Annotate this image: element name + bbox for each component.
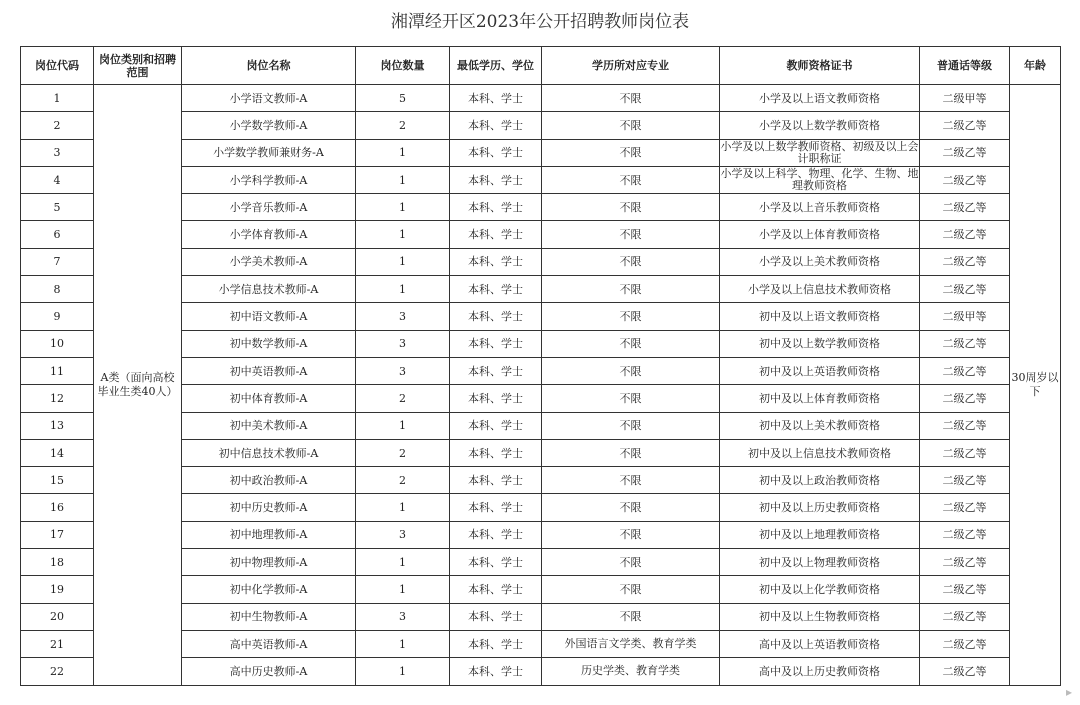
header-age: 年龄	[1010, 47, 1061, 85]
cell-edu: 本科、学士	[450, 112, 542, 139]
cell-major: 不限	[542, 357, 720, 384]
cell-cert: 初中及以上语文教师资格	[720, 303, 920, 330]
cell-edu: 本科、学士	[450, 357, 542, 384]
cell-mandarin: 二级乙等	[920, 385, 1010, 412]
cell-count: 1	[356, 194, 450, 221]
cell-code: 2	[21, 112, 94, 139]
cell-count: 1	[356, 221, 450, 248]
cell-age: 30周岁以下	[1010, 85, 1061, 686]
cell-mandarin: 二级乙等	[920, 630, 1010, 657]
cell-cert: 初中及以上政治教师资格	[720, 467, 920, 494]
cell-major: 不限	[542, 330, 720, 357]
cell-major: 不限	[542, 603, 720, 630]
cell-cert: 小学及以上科学、物理、化学、生物、地理教师资格	[720, 167, 919, 193]
cell-mandarin: 二级乙等	[920, 221, 1010, 248]
cell-code: 3	[21, 139, 94, 166]
cell-edu: 本科、学士	[450, 276, 542, 303]
cell-mandarin: 二级乙等	[920, 357, 1010, 384]
cell-mandarin: 二级乙等	[920, 603, 1010, 630]
cell-code: 16	[21, 494, 94, 521]
cell-cert: 小学及以上数学教师资格、初级及以上会计职称证	[720, 139, 919, 165]
cell-mandarin: 二级乙等	[920, 494, 1010, 521]
cell-count: 1	[356, 166, 450, 193]
cell-edu: 本科、学士	[450, 248, 542, 275]
cell-cert: 初中及以上数学教师资格	[720, 330, 920, 357]
cell-major: 不限	[542, 139, 720, 166]
cell-major: 不限	[542, 248, 720, 275]
cell-cert: 小学及以上信息技术教师资格	[720, 276, 920, 303]
cell-cert: 初中及以上物理教师资格	[720, 549, 920, 576]
cell-count: 1	[356, 248, 450, 275]
cell-category: A类（面向高校毕业生类40人）	[94, 85, 182, 686]
cell-mandarin: 二级乙等	[920, 248, 1010, 275]
cell-cert: 初中及以上体育教师资格	[720, 385, 920, 412]
cell-code: 7	[21, 248, 94, 275]
table-row	[21, 85, 1061, 112]
cell-cert: 初中及以上化学教师资格	[720, 576, 920, 603]
cell-mandarin: 二级乙等	[920, 412, 1010, 439]
cell-count: 3	[356, 330, 450, 357]
cell-name: 初中美术教师-A	[182, 412, 356, 439]
cell-count: 1	[356, 139, 450, 166]
cell-name: 小学科学教师-A	[182, 166, 356, 193]
header-major: 学历所对应专业	[542, 47, 720, 85]
cell-count: 1	[356, 412, 450, 439]
cell-cert: 小学及以上音乐教师资格	[720, 194, 920, 221]
header-row	[21, 47, 1061, 85]
header-name: 岗位名称	[182, 47, 356, 85]
cell-count: 2	[356, 467, 450, 494]
cell-cert: 初中及以上英语教师资格	[720, 357, 920, 384]
cell-cert: 小学及以上语文教师资格	[720, 85, 920, 112]
header-count: 岗位数量	[356, 47, 450, 85]
page-title: 湘潭经开区2023年公开招聘教师岗位表	[390, 12, 690, 32]
cell-cert: 小学及以上体育教师资格	[720, 221, 920, 248]
cell-mandarin: 二级甲等	[920, 85, 1010, 112]
cell-mandarin: 二级乙等	[920, 521, 1010, 548]
cell-cert: 高中及以上英语教师资格	[720, 630, 920, 657]
cell-mandarin: 二级乙等	[920, 658, 1010, 685]
cell-edu: 本科、学士	[450, 521, 542, 548]
cell-mandarin: 二级乙等	[920, 276, 1010, 303]
cell-name: 初中地理教师-A	[182, 521, 356, 548]
cell-code: 12	[21, 385, 94, 412]
cell-name: 高中历史教师-A	[182, 658, 356, 685]
cell-edu: 本科、学士	[450, 139, 542, 166]
cell-major: 外国语言文学类、教育学类	[542, 630, 720, 657]
cell-edu: 本科、学士	[450, 412, 542, 439]
cell-edu: 本科、学士	[450, 630, 542, 657]
cell-code: 8	[21, 276, 94, 303]
cell-edu: 本科、学士	[450, 221, 542, 248]
cell-code: 4	[21, 166, 94, 193]
cell-code: 11	[21, 357, 94, 384]
cell-major: 不限	[542, 494, 720, 521]
cell-name: 初中物理教师-A	[182, 549, 356, 576]
cell-edu: 本科、学士	[450, 85, 542, 112]
cell-edu: 本科、学士	[450, 194, 542, 221]
cell-major: 历史学类、教育学类	[542, 658, 720, 685]
cell-major: 不限	[542, 385, 720, 412]
cell-cert: 初中及以上历史教师资格	[720, 494, 920, 521]
cell-count: 1	[356, 630, 450, 657]
cell-count: 2	[356, 439, 450, 466]
header-category: 岗位类别和招聘范围	[94, 47, 182, 85]
cell-major: 不限	[542, 194, 720, 221]
cell-edu: 本科、学士	[450, 166, 542, 193]
cell-edu: 本科、学士	[450, 303, 542, 330]
cell-count: 5	[356, 85, 450, 112]
cell-count: 3	[356, 521, 450, 548]
header-mandarin: 普通话等级	[920, 47, 1010, 85]
cell-mandarin: 二级乙等	[920, 439, 1010, 466]
cell-name: 小学数学教师兼财务-A	[182, 139, 356, 166]
cell-count: 2	[356, 112, 450, 139]
cell-major: 不限	[542, 412, 720, 439]
cell-name: 初中政治教师-A	[182, 467, 356, 494]
cell-count: 3	[356, 303, 450, 330]
cell-name: 初中语文教师-A	[182, 303, 356, 330]
cell-name: 小学语文教师-A	[182, 85, 356, 112]
cell-name: 小学信息技术教师-A	[182, 276, 356, 303]
cell-cert: 初中及以上生物教师资格	[720, 603, 920, 630]
cell-name: 初中历史教师-A	[182, 494, 356, 521]
cell-major: 不限	[542, 276, 720, 303]
cell-major: 不限	[542, 549, 720, 576]
cell-count: 3	[356, 603, 450, 630]
cell-edu: 本科、学士	[450, 494, 542, 521]
cell-mandarin: 二级乙等	[920, 194, 1010, 221]
cell-name: 初中生物教师-A	[182, 603, 356, 630]
cell-count: 1	[356, 494, 450, 521]
cell-major: 不限	[542, 467, 720, 494]
cell-code: 10	[21, 330, 94, 357]
cell-cert: 高中及以上历史教师资格	[720, 658, 920, 685]
cell-mandarin: 二级乙等	[920, 576, 1010, 603]
cell-count: 1	[356, 276, 450, 303]
cell-edu: 本科、学士	[450, 385, 542, 412]
cell-code: 15	[21, 467, 94, 494]
cell-name: 小学音乐教师-A	[182, 194, 356, 221]
cell-edu: 本科、学士	[450, 549, 542, 576]
cell-code: 1	[21, 85, 94, 112]
cell-major: 不限	[542, 85, 720, 112]
cell-edu: 本科、学士	[450, 603, 542, 630]
cell-mandarin: 二级乙等	[920, 139, 1010, 166]
cell-cert: 初中及以上地理教师资格	[720, 521, 920, 548]
cell-code: 18	[21, 549, 94, 576]
cell-major: 不限	[542, 576, 720, 603]
cell-code: 20	[21, 603, 94, 630]
header-edu: 最低学历、学位	[450, 47, 542, 85]
cell-code: 19	[21, 576, 94, 603]
cell-edu: 本科、学士	[450, 658, 542, 685]
cell-code: 14	[21, 439, 94, 466]
cell-major: 不限	[542, 521, 720, 548]
cell-cert: 初中及以上美术教师资格	[720, 412, 920, 439]
cell-code: 5	[21, 194, 94, 221]
cell-major: 不限	[542, 221, 720, 248]
cell-count: 1	[356, 576, 450, 603]
cell-edu: 本科、学士	[450, 576, 542, 603]
cell-code: 13	[21, 412, 94, 439]
cell-name: 高中英语教师-A	[182, 630, 356, 657]
cell-code: 9	[21, 303, 94, 330]
cell-edu: 本科、学士	[450, 330, 542, 357]
cell-count: 1	[356, 549, 450, 576]
cell-count: 2	[356, 385, 450, 412]
cell-name: 小学数学教师-A	[182, 112, 356, 139]
cell-edu: 本科、学士	[450, 467, 542, 494]
cell-major: 不限	[542, 303, 720, 330]
cell-major: 不限	[542, 112, 720, 139]
cell-name: 初中英语教师-A	[182, 357, 356, 384]
table-body	[21, 85, 1061, 686]
cell-cert: 小学及以上数学教师资格	[720, 112, 920, 139]
cell-code: 6	[21, 221, 94, 248]
cell-code: 17	[21, 521, 94, 548]
cell-name: 初中化学教师-A	[182, 576, 356, 603]
cell-name: 初中体育教师-A	[182, 385, 356, 412]
cell-mandarin: 二级乙等	[920, 166, 1010, 193]
cell-major: 不限	[542, 439, 720, 466]
recruitment-table	[20, 46, 1061, 686]
cell-mandarin: 二级乙等	[920, 467, 1010, 494]
cell-name: 小学体育教师-A	[182, 221, 356, 248]
header-code: 岗位代码	[21, 47, 94, 85]
cell-major: 不限	[542, 166, 720, 193]
cell-name: 小学美术教师-A	[182, 248, 356, 275]
cell-mandarin: 二级乙等	[920, 549, 1010, 576]
cell-name: 初中信息技术教师-A	[182, 439, 356, 466]
cell-cert: 小学及以上美术教师资格	[720, 248, 920, 275]
cell-code: 21	[21, 630, 94, 657]
cell-code: 22	[21, 658, 94, 685]
cell-count: 3	[356, 357, 450, 384]
cell-cert: 初中及以上信息技术教师资格	[720, 439, 920, 466]
corner-mark-icon: ▸	[1065, 685, 1072, 699]
cell-edu: 本科、学士	[450, 439, 542, 466]
header-cert: 教师资格证书	[720, 47, 920, 85]
cell-name: 初中数学教师-A	[182, 330, 356, 357]
cell-mandarin: 二级甲等	[920, 303, 1010, 330]
cell-mandarin: 二级乙等	[920, 330, 1010, 357]
cell-count: 1	[356, 658, 450, 685]
cell-mandarin: 二级乙等	[920, 112, 1010, 139]
